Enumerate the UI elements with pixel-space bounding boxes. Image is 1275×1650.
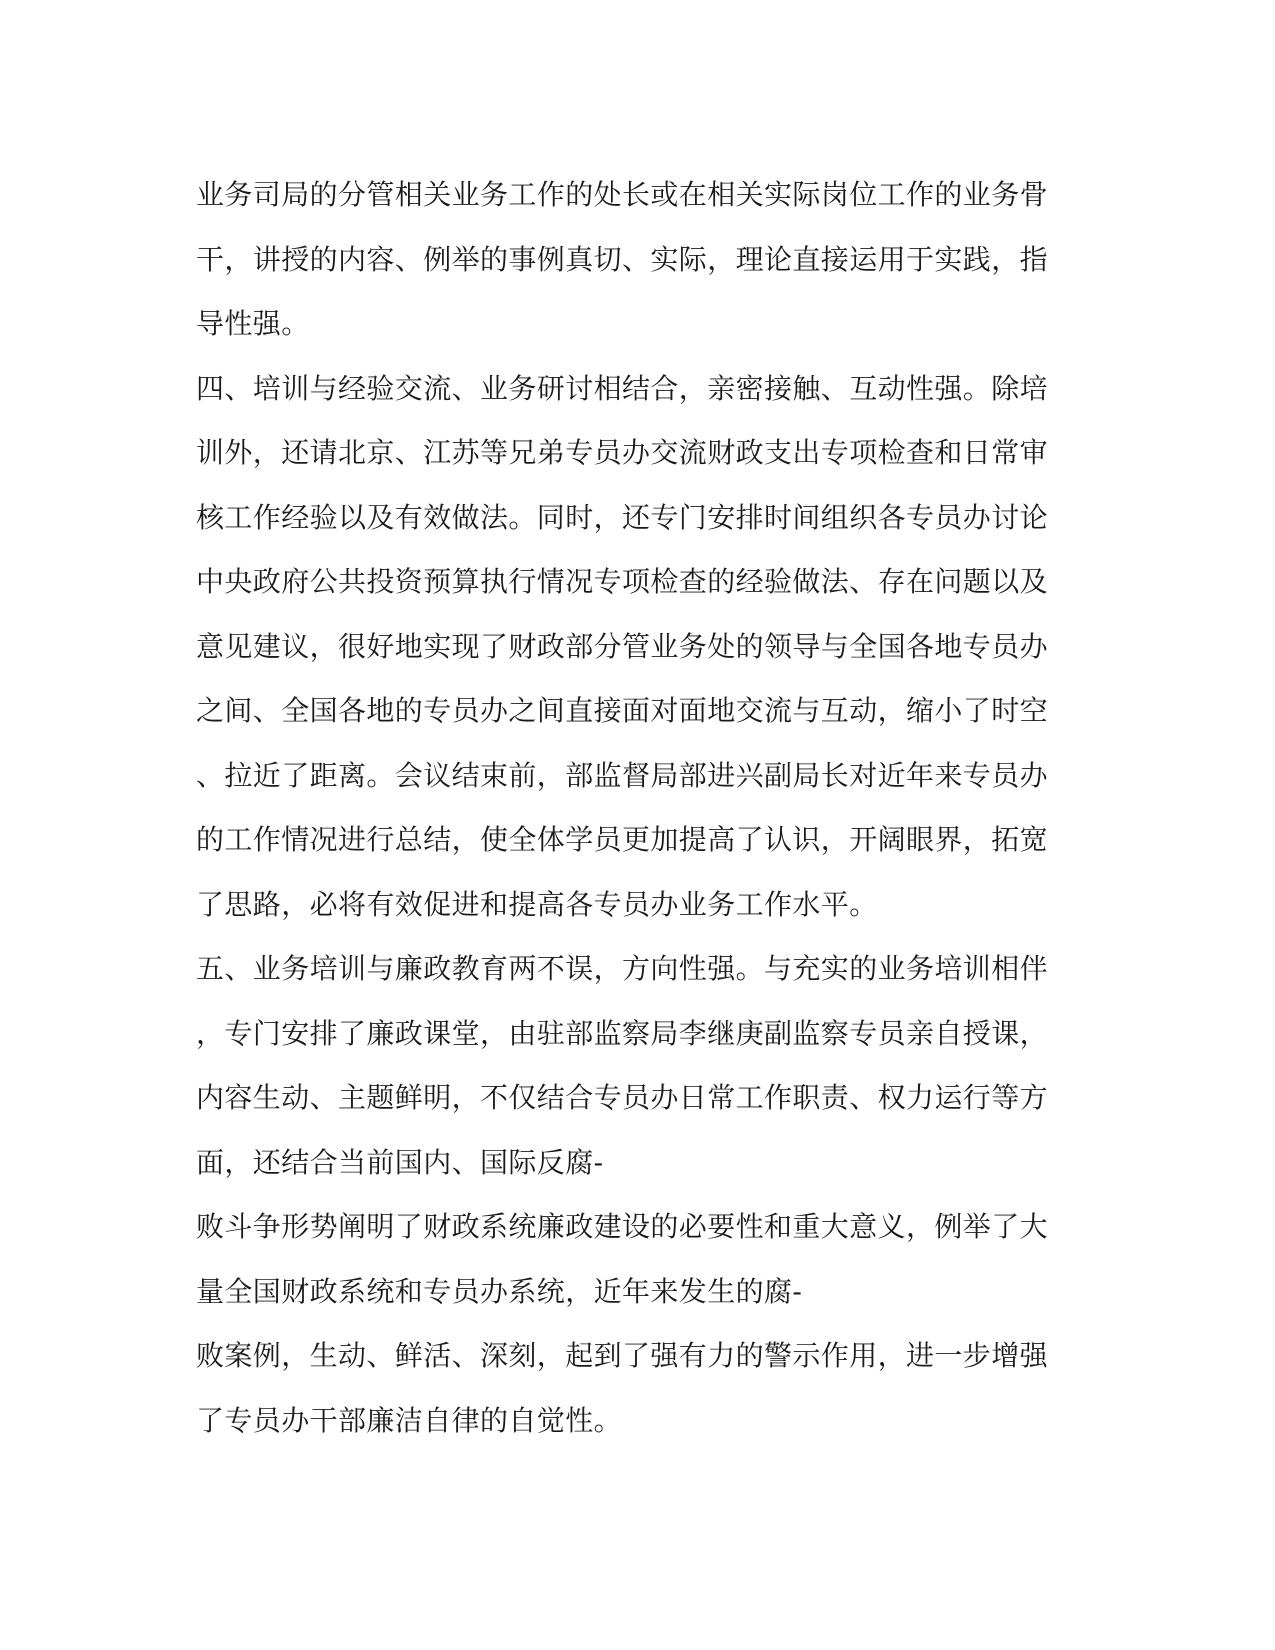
text-line: 训外，还请北京、江苏等兄弟专员办交流财政支出专项检查和日常审	[196, 436, 1049, 469]
text-line: 、拉近了距离。会议结束前，部监督局部进兴副局长对近年来专员办	[196, 758, 1049, 792]
text-line: 中央政府公共投资预算执行情况专项检查的经验做法、存在问题以及	[196, 565, 1049, 598]
text-line: 败案例，生动、鲜活、深刻，起到了强有力的警示作用，进一步增强	[196, 1339, 1049, 1372]
text-line: 内容生动、主题鲜明，不仅结合专员办日常工作职责、权力运行等方	[196, 1081, 1049, 1114]
text-line: 的工作情况进行总结，使全体学员更加提高了认识，开阔眼界，拓宽	[196, 823, 1049, 856]
text-line: 之间、全国各地的专员办之间直接面对面地交流与互动，缩小了时空	[196, 694, 1049, 727]
text-line: 了专员办干部廉洁自律的自觉性。	[196, 1403, 623, 1437]
text-line: 业务司局的分管相关业务工作的处长或在相关实际岗位工作的业务骨	[196, 178, 1049, 211]
text-line: 败斗争形势阐明了财政系统廉政建设的必要性和重大意义，例举了大	[196, 1210, 1049, 1243]
text-line: 核工作经验以及有效做法。同时，还专门安排时间组织各专员办讨论	[196, 500, 1049, 534]
text-line: 了思路，必将有效促进和提高各专员办业务工作水平。	[196, 887, 878, 921]
text-line: ，专门安排了廉政课堂，由驻部监察局李继庚副监察专员亲自授课，	[196, 1016, 1049, 1050]
text-line: 导性强。	[196, 307, 310, 340]
text-line: 五、业务培训与廉政教育两不误，方向性强。与充实的业务培训相伴	[196, 952, 1049, 985]
text-line: 意见建议，很好地实现了财政部分管业务处的领导与全国各地专员办	[196, 629, 1049, 663]
text-line: 量全国财政系统和专员办系统，近年来发生的腐-	[196, 1274, 803, 1308]
text-line: 面，还结合当前国内、国际反腐-	[196, 1145, 604, 1179]
body-text	[196, 163, 1076, 1453]
text-line: 干，讲授的内容、例举的事例真切、实际，理论直接运用于实践，指	[196, 242, 1049, 276]
text-line: 四、培训与经验交流、业务研讨相结合，亲密接触、互动性强。除培	[196, 371, 1049, 405]
